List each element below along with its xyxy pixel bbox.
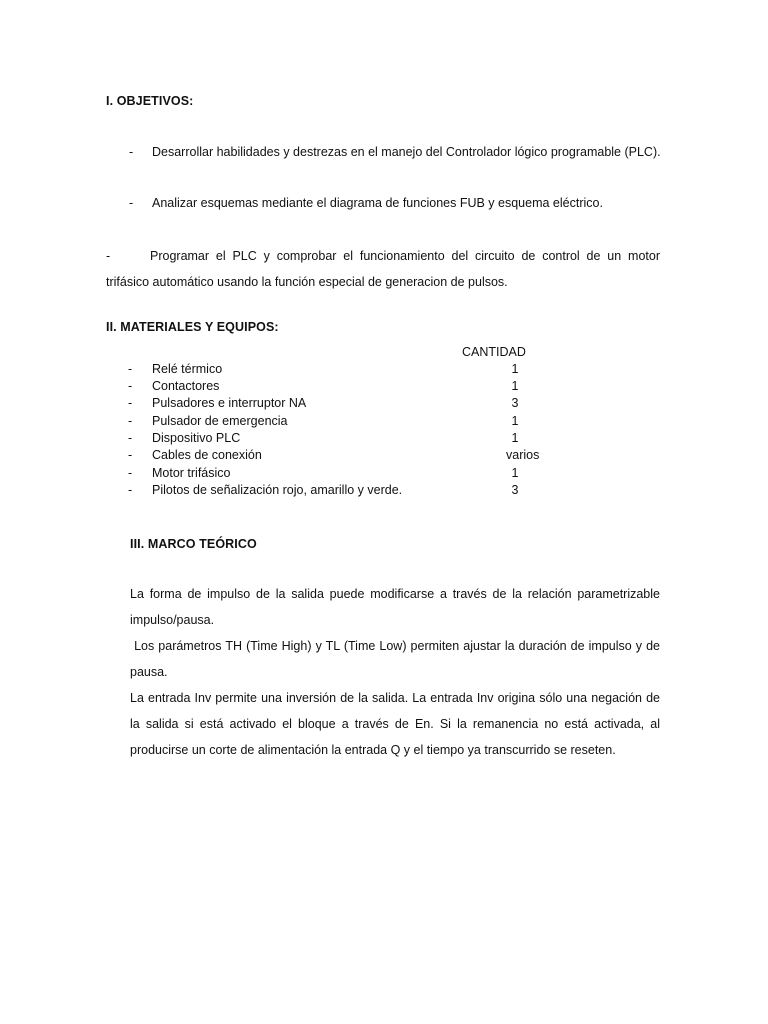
material-qty: 1 bbox=[511, 414, 519, 428]
paragraph-line: producirse un corte de alimentación la entrada Q y el tiempo ya transcurrido se reseten. bbox=[130, 743, 616, 757]
column-header-cantidad: CANTIDAD bbox=[462, 345, 526, 359]
list-item bbox=[128, 396, 548, 413]
paragraph-line: pausa. bbox=[130, 665, 168, 679]
material-name: Relé térmico bbox=[152, 362, 223, 376]
bullet-dash: - bbox=[129, 145, 134, 159]
list-item bbox=[128, 362, 548, 379]
material-name: Dispositivo PLC bbox=[152, 431, 241, 445]
material-name: Contactores bbox=[152, 379, 220, 393]
list-item bbox=[128, 483, 548, 500]
paragraph-line: La entrada Inv permite una inversión de la salida. La entrada Inv origina sólo una negación de bbox=[130, 691, 660, 705]
list-item bbox=[128, 379, 548, 396]
list-item bbox=[128, 448, 548, 465]
bullet-dash: - bbox=[106, 249, 111, 263]
bullet-dash: - bbox=[128, 431, 133, 445]
objetivo-text: Analizar esquemas mediante el diagrama de funciones FUB y esquema eléctrico. bbox=[152, 196, 603, 210]
material-name: Motor trifásico bbox=[152, 466, 231, 480]
material-qty: varios bbox=[506, 448, 540, 462]
bullet-dash: - bbox=[128, 396, 133, 410]
material-qty: 1 bbox=[511, 431, 519, 445]
bullet-dash: - bbox=[128, 362, 133, 376]
marco-teorico-body bbox=[130, 581, 660, 763]
material-qty: 1 bbox=[511, 362, 519, 376]
objetivo-text-line: trifásico automático usando la función especial de generacion de pulsos. bbox=[106, 275, 508, 289]
material-qty: 1 bbox=[511, 379, 519, 393]
bullet-dash: - bbox=[128, 448, 133, 462]
paragraph-line: la salida si está activado el bloque a través de En. Si la remanencia no está activada, al bbox=[130, 717, 660, 731]
bullet-dash: - bbox=[128, 414, 133, 428]
material-name: Pulsador de emergencia bbox=[152, 414, 288, 428]
material-qty: 3 bbox=[511, 396, 519, 410]
list-item bbox=[128, 431, 548, 448]
material-qty: 1 bbox=[511, 466, 519, 480]
section-heading-objetivos: I. OBJETIVOS: bbox=[106, 94, 194, 108]
objetivo-text-line: Programar el PLC y comprobar el funcionamiento del circuito de control de un motor bbox=[150, 249, 660, 263]
section-heading-marco-teorico: III. MARCO TEÓRICO bbox=[130, 537, 257, 551]
bullet-dash: - bbox=[128, 483, 133, 497]
list-item bbox=[128, 466, 548, 483]
material-name: Pulsadores e interruptor NA bbox=[152, 396, 307, 410]
material-name: Cables de conexión bbox=[152, 448, 262, 462]
material-name: Pilotos de señalización rojo, amarillo y verde. bbox=[152, 483, 403, 497]
bullet-dash: - bbox=[128, 379, 133, 393]
section-heading-materiales: II. MATERIALES Y EQUIPOS: bbox=[106, 320, 279, 334]
paragraph-line: La forma de impulso de la salida puede modificarse a través de la relación parametrizable bbox=[130, 587, 660, 601]
material-qty: 3 bbox=[511, 483, 519, 497]
list-item bbox=[128, 414, 548, 431]
bullet-dash: - bbox=[128, 466, 133, 480]
objetivo-text: Desarrollar habilidades y destrezas en el manejo del Controlador lógico programable (PLC). bbox=[152, 145, 661, 159]
bullet-dash: - bbox=[129, 196, 134, 210]
paragraph-line: Los parámetros TH (Time High) y TL (Time Low) permiten ajustar la duración de impulso y de bbox=[130, 639, 660, 653]
paragraph-line: impulso/pausa. bbox=[130, 613, 215, 627]
